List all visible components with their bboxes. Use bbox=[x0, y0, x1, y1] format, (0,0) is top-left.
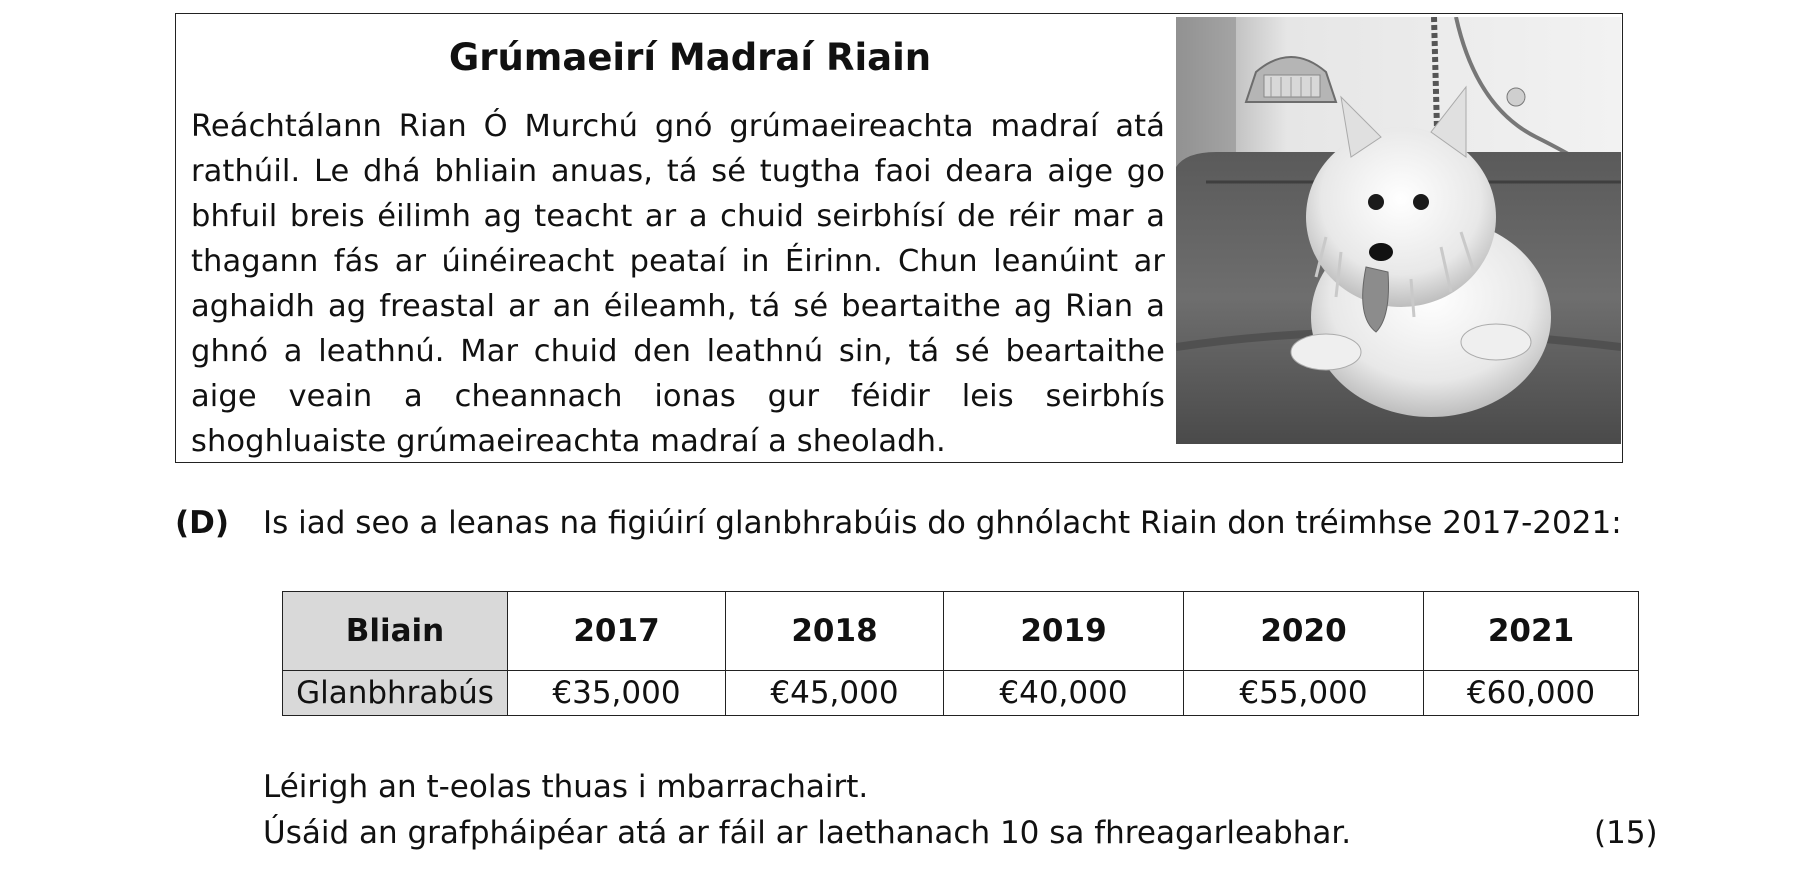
marks-value: (15) bbox=[1594, 815, 1658, 851]
net-profit-table bbox=[282, 591, 1639, 716]
table-header-label: Bliain bbox=[283, 592, 508, 671]
year-cell: 2017 bbox=[508, 592, 726, 671]
profit-cell: €45,000 bbox=[726, 671, 944, 716]
year-cell: 2019 bbox=[944, 592, 1184, 671]
table-header-row bbox=[283, 592, 1639, 671]
profit-cell: €35,000 bbox=[508, 671, 726, 716]
table-row bbox=[283, 671, 1639, 716]
year-cell: 2020 bbox=[1184, 592, 1424, 671]
table-row-label: Glanbhrabús bbox=[283, 671, 508, 716]
instruction-line-2: Úsáid an grafpháipéar atá ar fáil ar laethanach 10 sa fhreagarleabhar. bbox=[263, 815, 1352, 851]
article-box bbox=[175, 13, 1623, 463]
year-cell: 2018 bbox=[726, 592, 944, 671]
question-label: (D) bbox=[175, 505, 230, 541]
profit-cell: €55,000 bbox=[1184, 671, 1424, 716]
year-cell: 2021 bbox=[1424, 592, 1639, 671]
profit-cell: €60,000 bbox=[1424, 671, 1639, 716]
article-body: Reáchtálann Rian Ó Murchú gnó grúmaeireachta madraí atá rathúil. Le dhá bhliain anuas, tá sé tugtha faoi deara aige go bhfuil breis éilimh ag teacht ar a chuid seirbhísí de réir mar a thagann fás ar úinéireacht peataí in Éirinn. Chun leanúint ar aghaidh ag freastal ar an éileamh, tá sé beartaithe ag Rian a ghnó a leathnú. Mar chuid den leathnú sin, tá sé beartaithe aige veain a cheannach ionas gur féidir leis seirbhís shoghluaiste grúmaeireachta madraí a sheoladh. bbox=[191, 109, 1165, 459]
dog-photo bbox=[1176, 17, 1621, 444]
instruction-line-1: Léirigh an t-eolas thuas i mbarrachairt. bbox=[263, 769, 869, 805]
question-text: Is iad seo a leanas na figiúirí glanbhrabúis do ghnólacht Riain don tréimhse 2017-2021: bbox=[263, 505, 1622, 541]
article-title: Grúmaeirí Madraí Riain bbox=[448, 36, 932, 79]
profit-cell: €40,000 bbox=[944, 671, 1184, 716]
dog-in-tub-illustration bbox=[1176, 17, 1621, 444]
